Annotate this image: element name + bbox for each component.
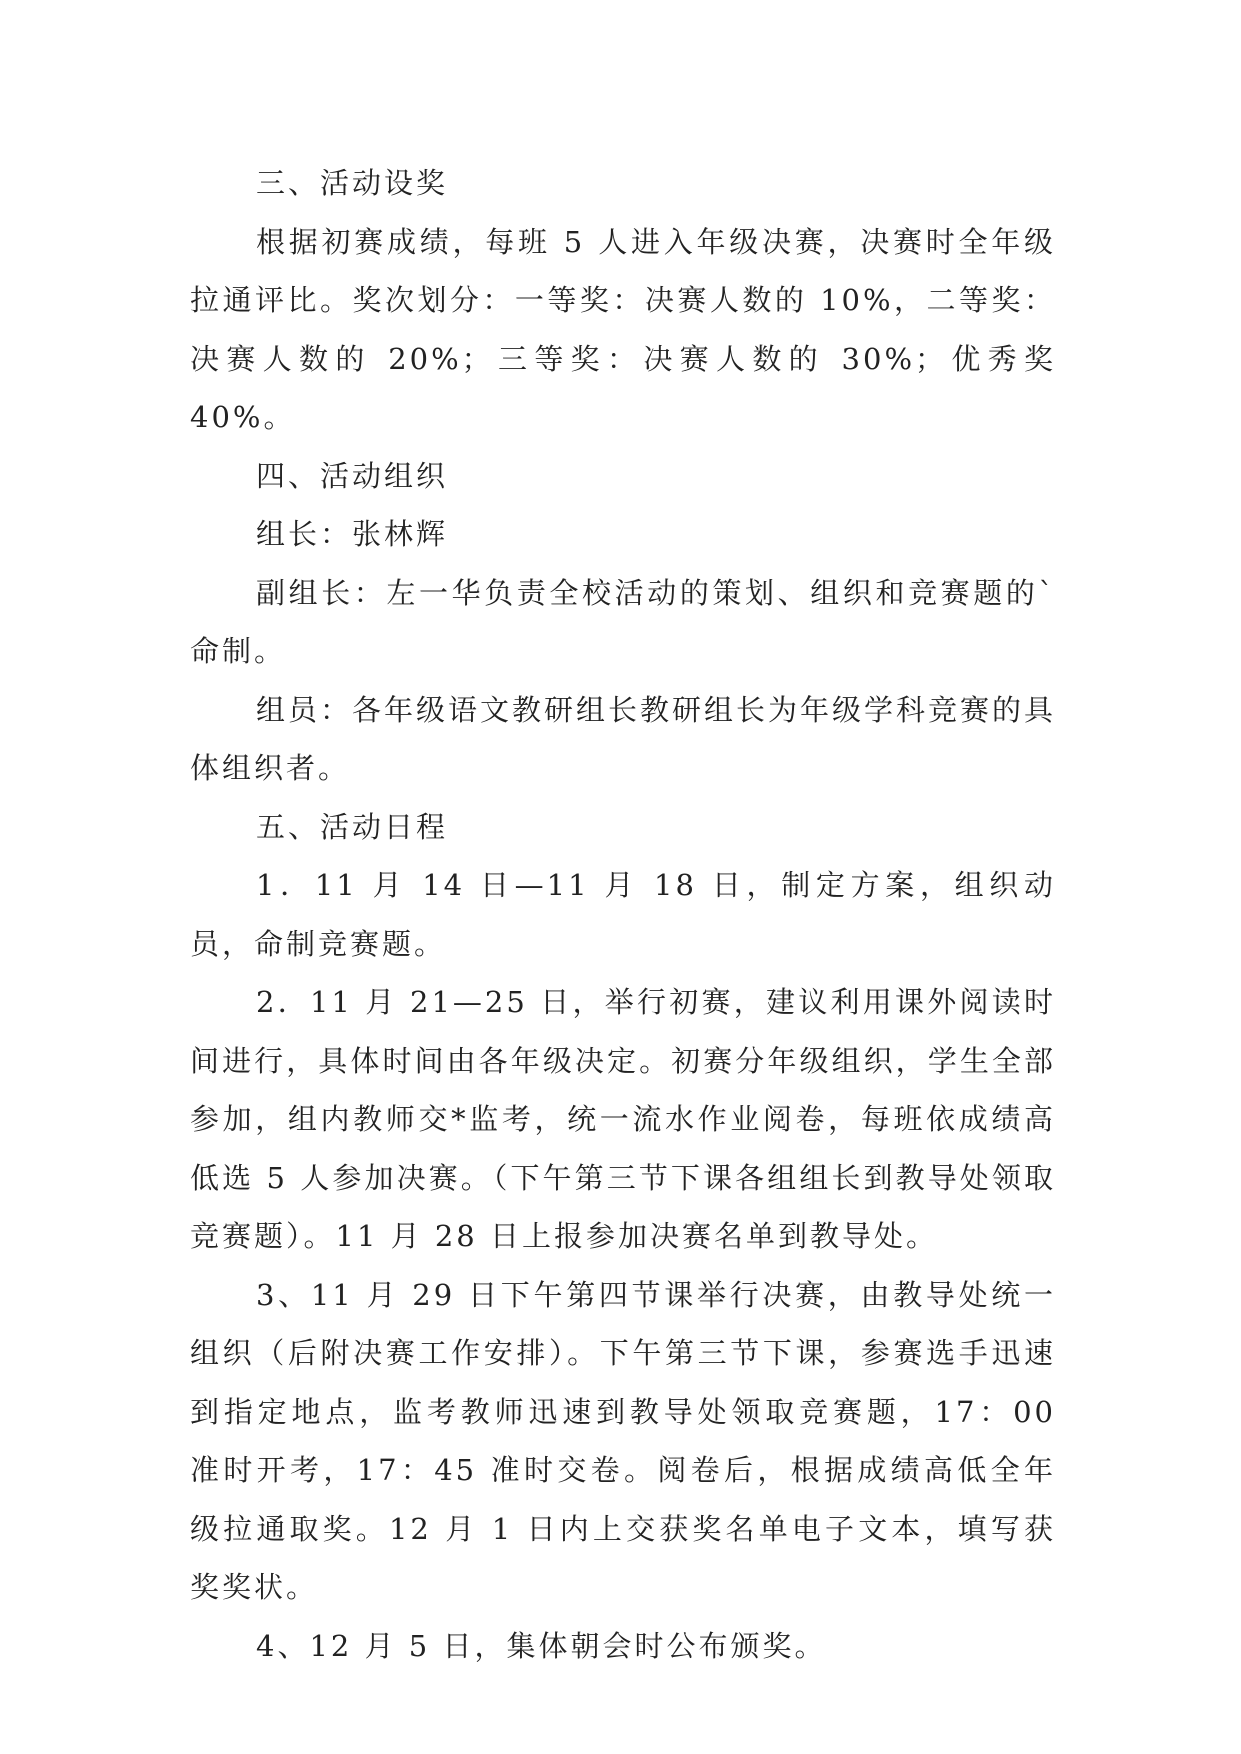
document-body (190, 154, 1056, 1675)
section-heading-organization: 四、活动组织 (256, 458, 449, 493)
section-heading-schedule: 五、活动日程 (256, 809, 449, 844)
paragraph-awards-detail: 根据初赛成绩，每班 5 人进入年级决赛，决赛时全年级拉通评比。奖次划分：一等奖：决赛人数的 10%，二等奖：决赛人数的 20%；三等奖：决赛人数的 30%；优秀奖 40%。 (190, 224, 1056, 434)
schedule-item-4: 4、12 月 5 日，集体朝会时公布颁奖。 (256, 1628, 827, 1663)
schedule-item-2: 2．11 月 21—25 日，举行初赛，建议利用课外阅读时间进行，具体时间由各年级决定。初赛分年级组织，学生全部参加，组内教师交*监考，统一流水作业阅卷，每班依成绩高低选 5 人参加决赛。（下午第三节下课各组组长到教导处领取竞赛题）。11 月 28 日上报参加决赛名单到教导处。 (190, 985, 1056, 1253)
section-heading-awards: 三、活动设奖 (256, 166, 449, 200)
paragraph-deputy-leader: 副组长：左一华负责全校活动的策划、组织和竞赛题的`命制。 (190, 575, 1056, 668)
paragraph-group-leader: 组长：张林辉 (256, 517, 449, 551)
paragraph-group-members: 组员：各年级语文教研组长教研组长为年级学科竞赛的具体组织者。 (190, 692, 1057, 785)
schedule-item-1: 1．11 月 14 日—11 月 18 日，制定方案，组织动员，命制竞赛题。 (190, 868, 1056, 961)
schedule-item-3: 3、11 月 29 日下午第四节课举行决赛，由教导处统一组织（后附决赛工作安排）。下午第三节下课，参赛选手迅速到指定地点，监考教师迅速到教导处领取竞赛题，17：00 准时开考，17：45 准时交卷。阅卷后，根据成绩高低全年级拉通取奖。12 月 1 日内上交获奖名单电子文本，填写获奖奖状。 (190, 1277, 1056, 1604)
